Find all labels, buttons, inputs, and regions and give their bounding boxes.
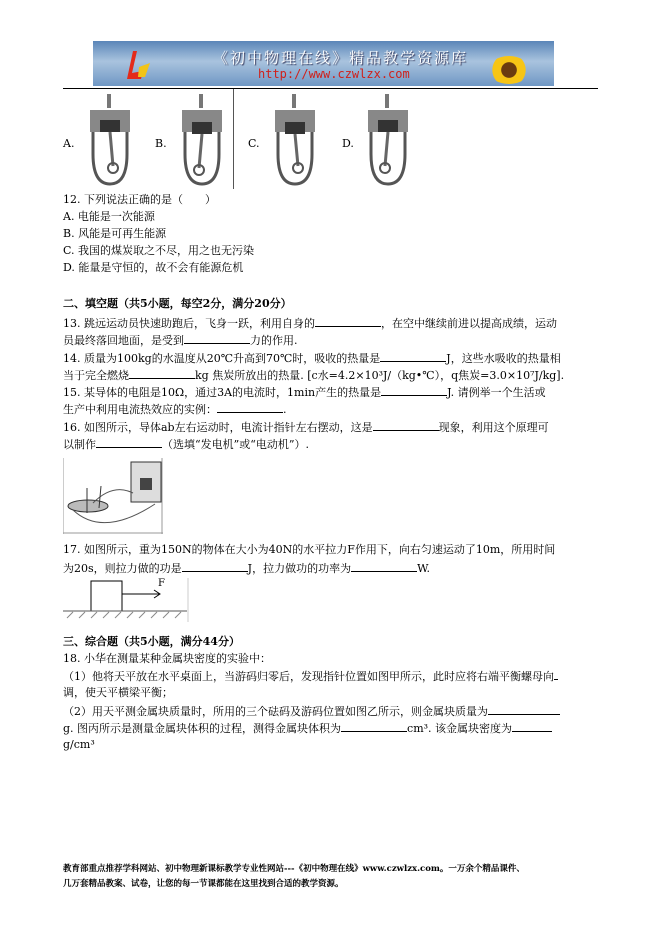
q17-text: W. — [417, 562, 430, 575]
q16-text: 以制作 — [63, 438, 96, 451]
q16-text: （选填“发电机”或“电动机”）. — [162, 438, 309, 451]
q16-blank-2[interactable] — [96, 437, 162, 448]
q16-line1 — [63, 420, 549, 435]
section2-heading: 二、填空题（共5小题，每空2分，满分20分） — [63, 297, 292, 310]
q14-text: kg 焦炭所放出的热量. [c水=4.2×10³J/（kg•℃），q焦炭=3.0×10⁷J/kg]. — [195, 369, 565, 382]
q17-line2 — [63, 561, 430, 576]
q17-line1: 17. 如图所示，重为150N的物体在大小为40N的水平拉力F作用下，向右匀速运动了10m，所用时间 — [63, 543, 556, 556]
footer-line2: 几万套精品教案、试卷，让您的每一节课都能在这里找到合适的教学资源。 — [63, 879, 344, 889]
q13-blank-1[interactable] — [315, 316, 381, 327]
engine-diagram-a — [85, 92, 135, 188]
q17-text: J，拉力做功的功率为 — [247, 562, 352, 575]
q15-blank-2[interactable] — [217, 402, 283, 413]
banner-title: 《初中物理在线》精品教学资源库 — [213, 49, 469, 67]
q17-blank-1[interactable] — [182, 561, 248, 572]
q13-text: ，在空中继续前进以提高成绩，运动 — [381, 317, 557, 330]
q18-blank-3[interactable] — [341, 721, 407, 732]
block-force-figure — [63, 578, 189, 622]
q16-text: 16. 如图所示，导体ab左右运动时，电流计指针左右摆动，这是 — [63, 421, 373, 434]
q16-text: 现象，利用这个原理可 — [438, 421, 549, 434]
q17-blank-2[interactable] — [351, 561, 417, 572]
q18-stem: 18. 小华在测量某种金属块密度的实验中： — [63, 652, 271, 665]
q12-stem: 12. 下列说法正确的是（ ） — [63, 193, 216, 206]
q18-text: g. 图丙所示是测量金属块体积的过程，测得金属块体积为 — [63, 722, 342, 735]
q11-option-a: A. — [63, 137, 75, 150]
q18-blank-1[interactable] — [554, 669, 558, 680]
engine-diagram-d — [363, 92, 413, 188]
q18-text: （1）他将天平放在水平桌面上，当游码归零后，发现指针位置如图甲所示，此时应将右端平衡螺母向 — [63, 670, 554, 683]
q18-part2-line3: g/cm³ — [63, 738, 95, 751]
q11-option-b: B. — [155, 137, 167, 150]
q15-text: 15. 某导体的电阻是10Ω，通过3A的电流时，1min产生的热量是 — [63, 386, 382, 399]
q15-line1 — [63, 385, 546, 400]
q15-text: J. 请例举一个生活或 — [447, 386, 546, 399]
q12-option-b: B. 风能是可再生能源 — [63, 227, 167, 240]
banner-url: http://www.czwlzx.com — [258, 67, 410, 81]
engine-diagram-c — [270, 92, 320, 188]
q15-text: . — [283, 403, 287, 416]
q13-text: 13. 跳远运动员快速助跑后，飞身一跃，利用自身的 — [63, 317, 315, 330]
q13-line2 — [63, 333, 298, 348]
galvanometer-figure — [63, 458, 163, 534]
q18-blank-4[interactable] — [512, 721, 552, 732]
header-divider — [63, 88, 598, 89]
q12-option-c: C. 我国的煤炭取之不尽，用之也无污染 — [63, 244, 255, 257]
q18-part2-line1 — [63, 704, 560, 719]
engine-diagram-b — [177, 92, 227, 188]
q18-part2-line2 — [63, 721, 552, 736]
q11-option-c: C. — [248, 137, 260, 150]
q17-text: 为20s，则拉力做的功是 — [63, 562, 182, 575]
q15-blank-1[interactable] — [381, 385, 447, 396]
q12-option-a: A. 电能是一次能源 — [63, 210, 155, 223]
sunflower-image — [488, 56, 530, 84]
q15-text: 生产中利用电流热效应的实例： — [63, 403, 217, 416]
q14-blank-1[interactable] — [380, 351, 446, 362]
q14-text: 14. 质量为100kg的水温度从20℃升高到70℃时，吸收的热量是 — [63, 352, 381, 365]
q18-text: （2）用天平测金属块质量时，所用的三个砝码及游码位置如图乙所示，则金属块质量为 — [63, 705, 488, 718]
header-banner — [93, 41, 554, 86]
section3-heading: 三、综合题（共5小题，满分44分） — [63, 635, 240, 648]
q13-text: 员最终落回地面，是受到 — [63, 334, 184, 347]
q12-option-d: D. 能量是守恒的，故不会有能源危机 — [63, 261, 244, 274]
q15-line2 — [63, 402, 287, 417]
footer-line1: 教育部重点推荐学科网站、初中物理新课标教学专业性网站---《初中物理在线》www.czwlzx.com。一万余个精品课件、 — [63, 864, 525, 874]
q14-line2 — [63, 368, 564, 383]
figure-divider — [233, 89, 234, 189]
site-logo-icon — [123, 49, 151, 81]
q14-text: 当于完全燃烧 — [63, 369, 129, 382]
q18-part1-line2: 调，使天平横梁平衡； — [63, 686, 173, 699]
q13-line1 — [63, 316, 557, 331]
q18-blank-2[interactable] — [488, 704, 560, 715]
q14-text: J，这些水吸收的热量相 — [446, 352, 561, 365]
q18-part1-line1 — [63, 669, 558, 684]
q14-line1 — [63, 351, 561, 366]
force-label: F — [158, 578, 165, 589]
q16-line2 — [63, 437, 309, 452]
q13-blank-2[interactable] — [184, 333, 250, 344]
q13-text: 力的作用. — [250, 334, 298, 347]
q11-option-d: D. — [342, 137, 354, 150]
q14-blank-2[interactable] — [129, 368, 195, 379]
q16-blank-1[interactable] — [373, 420, 439, 431]
q18-text: cm³. 该金属块密度为 — [407, 722, 513, 735]
